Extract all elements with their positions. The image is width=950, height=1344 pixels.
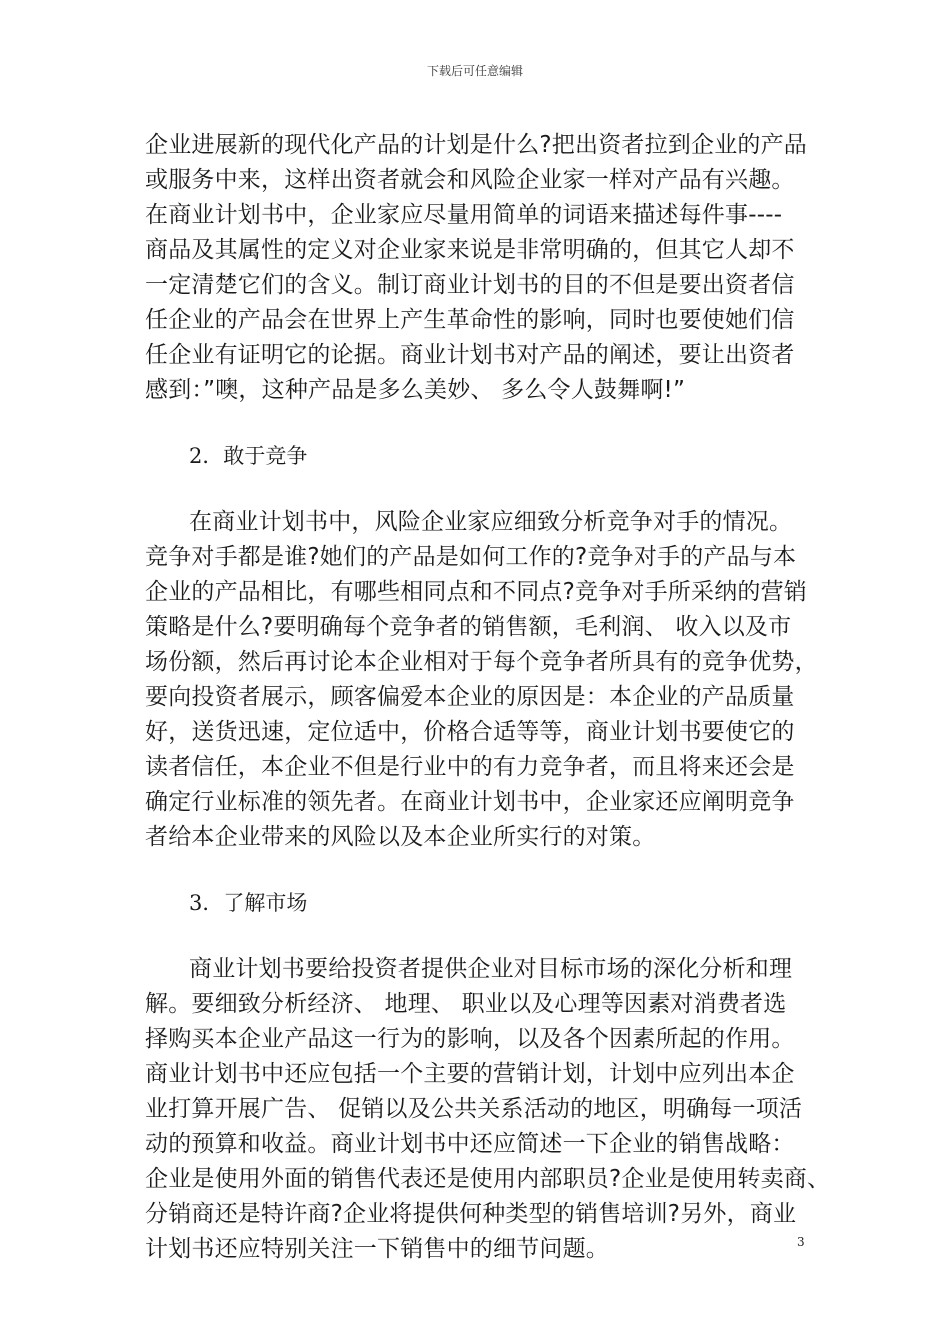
text-line: 动的预算和收益。商业计划书中还应简述一下企业的销售战略：	[145, 1131, 795, 1157]
text-line: 在商业计划书中，企业家应尽量用简单的词语来描述每件事----	[145, 202, 783, 228]
text-line: 商品及其属性的定义对企业家来说是非常明确的，但其它人却不	[145, 237, 795, 263]
document-body	[145, 128, 831, 1267]
text-line: 业打算开展广告、 促销以及公共关系活动的地区，明确每一项活	[145, 1096, 803, 1122]
text-line: 企业是使用外面的销售代表还是使用内部职员?企业是使用转卖商、	[145, 1166, 831, 1192]
text-line: 解。要细致分析经济、 地理、 职业以及心理等因素对消费者选	[145, 991, 787, 1017]
text-line: 场份额，然后再讨论本企业相对于每个竞争者所具有的竞争优势，	[145, 649, 818, 675]
text-line: 要向投资者展示，顾客偏爱本企业的原因是：本企业的产品质量	[145, 684, 795, 710]
text-line: 者给本企业带来的风险以及本企业所实行的对策。	[145, 824, 656, 850]
section-heading-market: 3．了解市场	[189, 891, 308, 915]
text-line: 择购买本企业产品这一行为的影响，以及各个因素所起的作用。	[145, 1026, 795, 1052]
paragraph-competition	[145, 505, 825, 855]
page-header: 下载后可任意编辑	[426, 64, 523, 78]
paragraph-market	[145, 952, 831, 1267]
text-line: 商业计划书要给投资者提供企业对目标市场的深化分析和理	[189, 956, 793, 982]
paragraph-product	[145, 128, 825, 408]
text-line: 企业的产品相比，有哪些相同点和不同点?竞争对手所采纳的营销	[145, 579, 808, 605]
text-line: 好，送货迅速，定位适中，价格合适等等，商业计划书要使它的	[145, 719, 795, 745]
text-line: 确定行业标准的领先者。在商业计划书中，企业家还应阐明竞争	[145, 789, 795, 815]
text-line: 分销商还是特许商?企业将提供何种类型的销售培训?另外，商业	[145, 1201, 797, 1227]
text-line: 在商业计划书中，风险企业家应细致分析竞争对手的情况。	[189, 509, 793, 535]
text-line: 企业进展新的现代化产品的计划是什么?把出资者拉到企业的产品	[145, 132, 808, 158]
section-heading-competition: 2．敢于竞争	[189, 444, 308, 468]
text-line: 读者信任，本企业不但是行业中的有力竞争者，而且将来还会是	[145, 754, 795, 780]
text-line: 任企业有证明它的论据。商业计划书对产品的阐述，要让出资者	[145, 342, 795, 368]
text-line: 任企业的产品会在世界上产生革命性的影响，同时也要使她们信	[145, 307, 795, 333]
text-line: 感到：”噢，这种产品是多么美妙、 多么令人鼓舞啊!”	[145, 377, 686, 403]
page-number: 3	[797, 1235, 805, 1249]
text-line: 竞争对手都是谁?她们的产品是如何工作的?竞争对手的产品与本	[145, 544, 797, 570]
text-line: 或服务中来，这样出资者就会和风险企业家一样对产品有兴趣。	[145, 167, 795, 193]
text-line: 计划书还应特别关注一下销售中的细节问题。	[145, 1236, 609, 1262]
text-line: 策略是什么?要明确每个竞争者的销售额，毛利润、 收入以及市	[145, 614, 792, 640]
text-line: 商业计划书中还应包括一个主要的营销计划，计划中应列出本企	[145, 1061, 795, 1087]
text-line: 一定清楚它们的含义。制订商业计划书的目的不但是要出资者信	[145, 272, 795, 298]
